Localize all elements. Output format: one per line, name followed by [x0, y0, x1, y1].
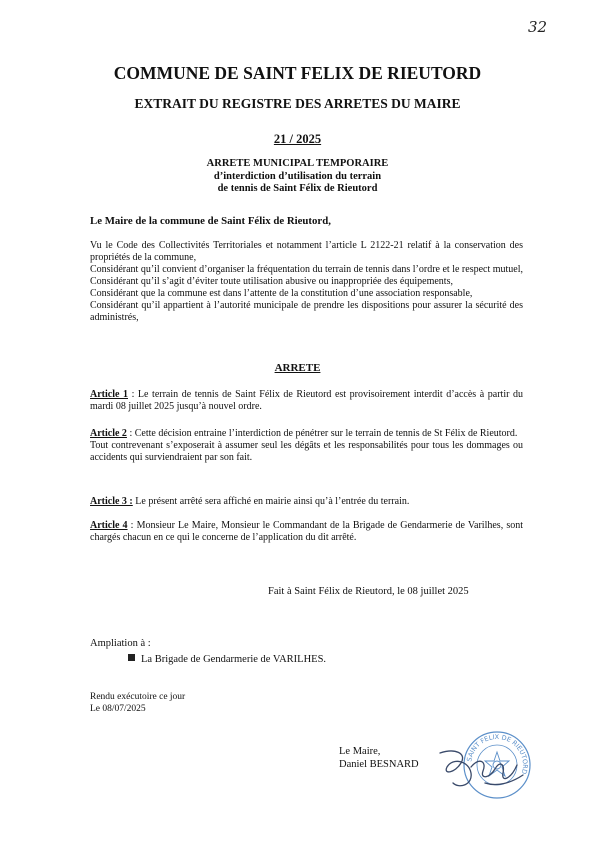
article-label: Article 2	[90, 428, 127, 439]
rendu-date: Le 08/07/2025	[90, 703, 146, 714]
page-number: 32	[528, 18, 548, 36]
article-label: Article 4	[90, 520, 128, 531]
article-text: Cette décision entraine l’interdiction de pénétrer sur le terrain de tennis de St Félix de Rieutord.	[134, 428, 518, 439]
signature-name: Daniel BESNARD	[339, 759, 419, 770]
commune-title: COMMUNE DE SAINT FELIX DE RIEUTORD	[113, 63, 482, 83]
article-4	[90, 520, 523, 544]
registre-title: EXTRAIT DU REGISTRE DES ARRETES DU MAIRE	[134, 96, 461, 111]
maire-intro: Le Maire de la commune de Saint Félix de Rieutord,	[90, 215, 331, 227]
visa-item: Considérant qu’il s’agit d’éviter toute utilisation abusive ou inappropriée des équipements,	[90, 276, 453, 287]
article-sep: :	[127, 520, 137, 531]
visa-item: Considérant que la commune est dans l’attente de la constitution d’une association responsable,	[90, 288, 473, 299]
visa-item: Vu le Code des Collectivités Territoriales et notamment l’article L 2122-21 relatif à la conservation des propriétés de la commune,	[90, 240, 523, 263]
arrete-number: 21 / 2025	[273, 132, 322, 146]
ampliation-recipient: La Brigade de Gendarmerie de VARILHES.	[141, 654, 327, 665]
subtitle-line: d’interdiction d’utilisation du terrain	[213, 170, 382, 182]
article-2	[90, 428, 523, 464]
article-text: Le présent arrêté sera affiché en mairie ainsi qu’à l’entrée du terrain.	[135, 496, 410, 507]
square-bullet-icon	[128, 654, 135, 661]
ampliation-item	[128, 654, 326, 665]
fait-a-line: Fait à Saint Félix de Rieutord, le 08 juillet 2025	[268, 586, 469, 597]
subtitle-line: ARRETE MUNICIPAL TEMPORAIRE	[206, 158, 389, 169]
visa-item: Considérant qu’il appartient à l’autorité municipale de prendre les dispositions pour assurer la sécurité des administrés,	[90, 300, 523, 323]
visas-list	[90, 240, 523, 324]
article-label: Article 3 :	[90, 496, 133, 507]
arrete-subtitle	[0, 158, 595, 196]
article-text: Le terrain de tennis de Saint Félix de Rieutord est provisoirement interdit d’accès à partir du mardi 08 juillet 2025 jusqu’à nouvel ordre.	[90, 389, 523, 412]
article-3	[90, 496, 523, 508]
article-1	[90, 389, 523, 413]
visa-item: Considérant qu’il convient d’organiser la fréquentation du terrain de tennis dans l’ordre et le respect mutuel,	[90, 264, 524, 275]
rendu-executoire	[90, 692, 185, 715]
ampliation-label: Ampliation à :	[90, 638, 151, 649]
stamp-text: SAINT FELIX DE RIEUTORD	[465, 732, 530, 775]
rendu-line: Rendu exécutoire ce jour	[90, 692, 186, 702]
signature-block	[339, 745, 419, 771]
subtitle-line: de tennis de Saint Félix de Rieutord	[217, 183, 378, 194]
article-sep: :	[128, 389, 138, 400]
article-text: Tout contrevenant s’exposerait à assumer seul les dégâts et les responsabilités pour tous les dommages ou accidents qui surviendraient par son fait.	[90, 440, 523, 463]
arrete-heading: ARRETE	[274, 362, 321, 374]
signature-title: Le Maire,	[339, 746, 381, 757]
handwritten-signature-icon	[425, 743, 535, 793]
article-label: Article 1	[90, 389, 128, 400]
article-sep: :	[126, 428, 135, 439]
article-text: Monsieur Le Maire, Monsieur le Commandant de la Brigade de Gendarmerie de Varilhes, sont chargés chacun en ce qui le concerne de l’application du dit arrêté.	[90, 520, 523, 543]
